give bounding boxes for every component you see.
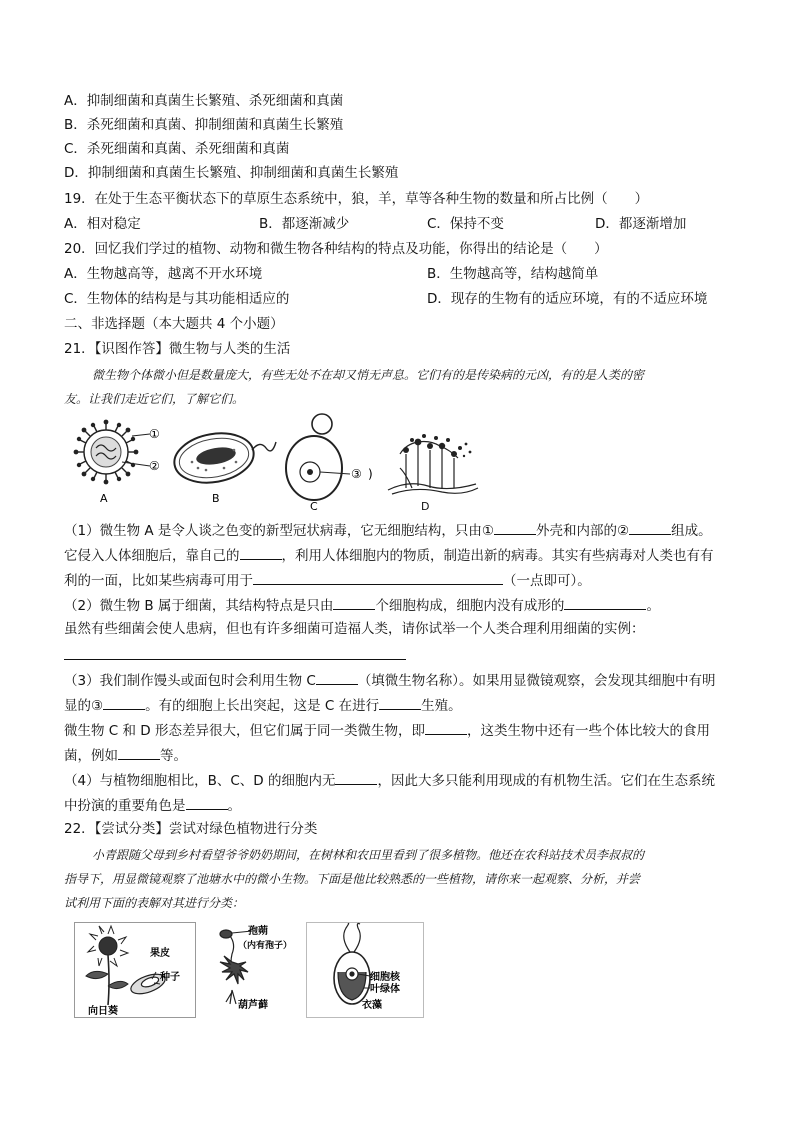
- q22-intro-line1: 小青跟随父母到乡村看望爷爷奶奶期间，在树林和农田里看到了很多植物。他还在农科站技术员李叔叔的: [92, 848, 645, 862]
- virus-a-drawing: [74, 420, 160, 505]
- q22-intro-line2: 指导下，用显微镜观察了池塘水中的微小生物。下面是他比较熟悉的一些植物，请你来一起观察、分析，并尝: [64, 872, 641, 886]
- answer-blank[interactable]: [186, 795, 228, 810]
- q22-title: 22．【尝试分类】尝试对绿色植物进行分类: [64, 821, 318, 837]
- answer-blank[interactable]: [425, 720, 467, 735]
- q19-stem: 19．在处于生态平衡状态下的草原生态系统中，狼，羊，草等各种生物的数量和所占比例（ ）: [64, 191, 649, 207]
- label-baonang: 孢蒴: [248, 926, 268, 937]
- mold-d-drawing: [388, 434, 478, 513]
- q21-part4-line2: 中扮演的重要角色是 。: [64, 795, 241, 815]
- q21-intro-line2: 友。让我们走近它们，了解它们。: [64, 392, 245, 406]
- bacterium-b-drawing: [170, 427, 276, 505]
- answer-blank[interactable]: [103, 695, 145, 710]
- answer-blank[interactable]: [333, 595, 375, 610]
- answer-blank-line[interactable]: [64, 645, 406, 660]
- q20-option-b: B．生物越高等，结构越简单: [427, 266, 599, 282]
- algae-figure: [306, 922, 424, 1018]
- section-heading: 二、非选择题（本大题共 4 个小题）: [64, 316, 284, 332]
- q19-option-a: A．相对稳定: [64, 216, 141, 232]
- label-guopi: 果皮: [150, 948, 170, 959]
- q18-option-a: A．抑制细菌和真菌生长繁殖、杀死细菌和真菌: [64, 93, 344, 109]
- q18-option-d: D．抑制细菌和真菌生长繁殖、抑制细菌和真菌生长繁殖: [64, 165, 399, 181]
- q21-part4-line1: （4）与植物细胞相比，B、C、D 的细胞内无 ，因此大多只能利用现成的有机物生活。它们在生态系统: [64, 770, 715, 790]
- answer-blank[interactable]: [379, 695, 421, 710]
- q21-part1-line1: （1）微生物 A 是令人谈之色变的新型冠状病毒，它无细胞结构，只由① 外壳和内部的② 组成。: [64, 520, 712, 540]
- q18-option-b: B．杀死细菌和真菌、抑制细菌和真菌生长繁殖: [64, 117, 344, 133]
- yeast-c-drawing: [286, 414, 373, 513]
- q20-option-c: C．生物体的结构是与其功能相适应的: [64, 291, 290, 307]
- answer-blank[interactable]: [629, 520, 671, 535]
- label-chloroplast: 叶绿体: [370, 984, 400, 995]
- label-d: D: [421, 500, 430, 513]
- q19-option-c: C．保持不变: [427, 216, 504, 232]
- label-nucleus: 细胞核: [370, 972, 400, 983]
- label-2: ②: [149, 459, 160, 473]
- label-c: C: [310, 500, 318, 513]
- answer-blank[interactable]: [240, 545, 282, 560]
- q21-intro-line1: 微生物个体微小但是数量庞大，有些无处不在却又悄无声息。它们有的是传染病的元凶，有的是人类的密: [92, 368, 645, 382]
- answer-blank[interactable]: [118, 745, 160, 760]
- answer-blank[interactable]: [564, 595, 646, 610]
- q21-part3-line1: （3）我们制作馒头或面包时会利用生物 C （填微生物名称）。如果用显微镜观察，会发现其细胞中有明: [64, 670, 716, 690]
- svg-text:): ): [368, 467, 373, 481]
- label-1: ①: [149, 427, 160, 441]
- q21-part1-line3: 利的一面，比如某些病毒可用于 （一点即可）。: [64, 570, 591, 590]
- label-baonang-note: （内有孢子）: [238, 941, 293, 951]
- label-moss: 葫芦藓: [238, 1000, 268, 1011]
- label-3: ③: [351, 467, 362, 481]
- moss-figure: [206, 922, 296, 1018]
- sunflower-figure: [74, 922, 196, 1018]
- q21-part2-line2: 虽然有些细菌会使人患病，但也有许多细菌可造福人类，请你试举一个人类合理利用细菌的实例：: [64, 621, 645, 637]
- answer-blank[interactable]: [494, 520, 536, 535]
- answer-blank[interactable]: [335, 770, 377, 785]
- label-b: B: [212, 492, 220, 505]
- q21-part3-line4: 菌，例如 等。: [64, 745, 187, 765]
- q20-option-d: D．现存的生物有的适应环境，有的不适应环境: [427, 291, 708, 307]
- q21-title: 21．【识图作答】微生物与人类的生活: [64, 341, 291, 357]
- label-algae: 衣藻: [362, 1000, 382, 1011]
- answer-blank[interactable]: [316, 670, 358, 685]
- q21-part1-line2: 它侵入人体细胞后，靠自己的 ，利用人体细胞内的物质，制造出新的病毒。其实有些病毒对人类也有有: [64, 545, 714, 565]
- q18-option-c: C．杀死细菌和真菌、杀死细菌和真菌: [64, 141, 290, 157]
- q19-option-d: D．都逐渐增加: [595, 216, 687, 232]
- q21-microbe-figure: [66, 410, 486, 514]
- q20-option-a: A．生物越高等，越离不开水环境: [64, 266, 263, 282]
- q22-intro-line3: 试利用下面的表解对其进行分类：: [64, 896, 245, 910]
- answer-blank[interactable]: [253, 570, 503, 585]
- label-zhongzi: 种子: [160, 972, 180, 983]
- label-sunflower: 向日葵: [88, 1006, 118, 1017]
- q21-part3-line2: 显的③ 。有的细胞上长出突起，这是 C 在进行 生殖。: [64, 695, 462, 715]
- q21-part3-line3: 微生物 C 和 D 形态差异很大，但它们属于同一类微生物，即 ，这类生物中还有一些个体比较大的食用: [64, 720, 710, 740]
- label-a: A: [100, 492, 108, 505]
- q19-option-b: B．都逐渐减少: [259, 216, 350, 232]
- q21-part2-line1: （2）微生物 B 属于细菌，其结构特点是只由 个细胞构成，细胞内没有成形的 。: [64, 595, 660, 615]
- q20-stem: 20．回忆我们学过的植物、动物和微生物各种结构的特点及功能，你得出的结论是（ ）: [64, 241, 608, 257]
